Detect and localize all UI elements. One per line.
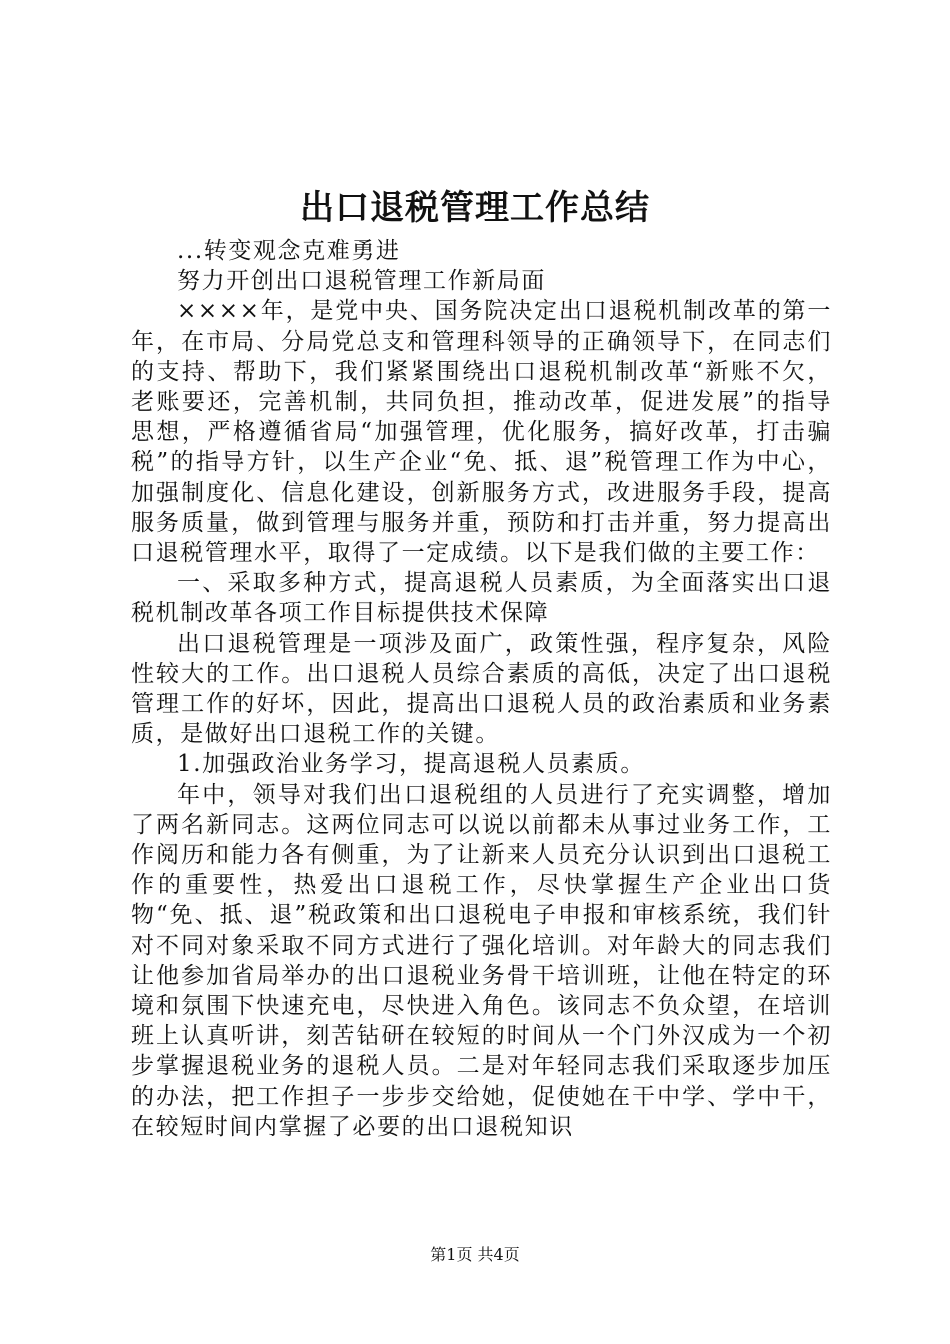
subtitle-line-2: 努力开创出口退税管理工作新局面: [177, 268, 546, 295]
document-title: 出口退税管理工作总结: [300, 188, 650, 228]
section-heading-1: 一、采取多种方式，提高退税人员素质，为全面落实出口退税机制改革各项工作目标提供技术保障: [131, 570, 832, 627]
intro-paragraph: ××××年，是党中央、国务院决定出口退税机制改革的第一年，在市局、分局党总支和管理科领导的正确领导下，在同志们的支持、帮助下，我们紧紧围绕出口退税机制改革“新账不欠，老账要还，完善机制，共同负担，推动改革，促进发展”的指导思想，严格遵循省局“加强管理，优化服务，搞好改革，打击骗税”的指导方针，以生产企业“免、抵、退”税管理工作为中心，加强制度化、信息化建设，创新服务方式，改进服务手段，提高服务质量，做到管理与服务并重，预防和打击并重，努力提高出口退税管理水平，取得了一定成绩。以下是我们做的主要工作：: [131, 298, 832, 567]
subsection-heading-1: 1.加强政治业务学习，提高退税人员素质。: [177, 751, 645, 778]
document-body: [131, 236, 832, 1142]
page-footer: 第1页 共4页: [430, 1245, 520, 1264]
section-paragraph-1: 出口退税管理是一项涉及面广，政策性强，程序复杂，风险性较大的工作。出口退税人员综合素质的高低，决定了出口退税管理工作的好坏，因此，提高出口退税人员的政治素质和业务素质，是做好出口退税工作的关键。: [131, 630, 832, 748]
subtitle-line-1: ...转变观念克难勇进: [177, 238, 401, 264]
subsection-paragraph-1: 年中，领导对我们出口退税组的人员进行了充实调整，增加了两名新同志。这两位同志可以说以前都未从事过业务工作，工作阅历和能力各有侧重，为了让新来人员充分认识到出口退税工作的重要性，热爱出口退税工作，尽快掌握生产企业出口货物“免、抵、退”税政策和出口退税电子申报和审核系统，我们针对不同对象采取不同方式进行了强化培训。对年龄大的同志我们让他参加省局举办的出口退税业务骨干培训班，让他在特定的环境和氛围下快速充电，尽快进入角色。该同志不负众望，在培训班上认真听讲，刻苦钻研在较短的时间从一个门外汉成为一个初步掌握退税业务的退税人员。二是对年轻同志我们采取逐步加压的办法，把工作担子一步步交给她，促使她在干中学、学中干，在较短时间内掌握了必要的出口退税知识: [131, 781, 832, 1140]
